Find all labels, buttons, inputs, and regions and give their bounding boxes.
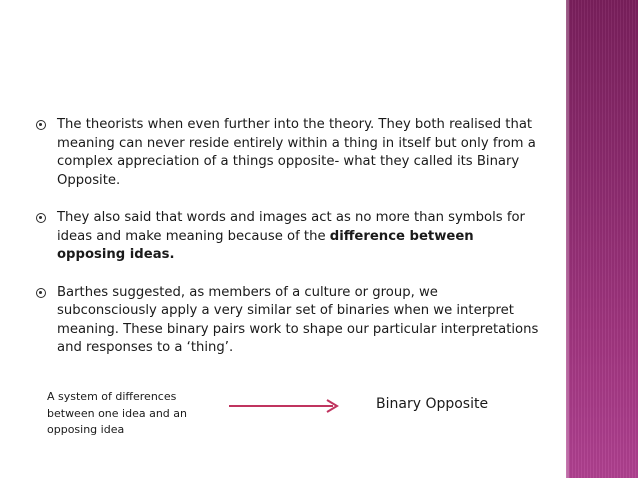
- right-arrow-icon: [227, 396, 347, 416]
- bullet-text: The theorists when even further into the theory. They both realised that meaning can never reside entirely within a thing in itself but only from a complex appreciation of a things opposite- what they called its Binary Opposite.: [57, 117, 536, 188]
- system-of-differences-label: A system of differences between one idea and an opposing idea: [47, 390, 187, 436]
- bullet-item-theorists: [36, 116, 541, 190]
- bullet-bold-text: difference between opposing ideas.: [57, 228, 474, 262]
- bullet-point-icon: [36, 213, 46, 223]
- bullet-text: Barthes suggested, as members of a culture or group, we subconsciously apply a very similar set of binaries when we interpret meaning. These binary pairs work to shape our particular interpretations and responses to a ‘thing’.: [57, 284, 539, 355]
- bullet-text: They also said that words and images act as no more than symbols for ideas and make meaning because of the: [57, 210, 525, 244]
- bullet-item-symbols: [36, 209, 541, 265]
- bullet-point-icon: [36, 288, 46, 298]
- bullet-point-icon: [36, 120, 46, 130]
- decorative-side-band: [566, 0, 638, 478]
- bullet-list: [36, 116, 541, 377]
- binary-opposite-label: Binary Opposite: [376, 396, 489, 412]
- bullet-item-barthes: [36, 284, 541, 358]
